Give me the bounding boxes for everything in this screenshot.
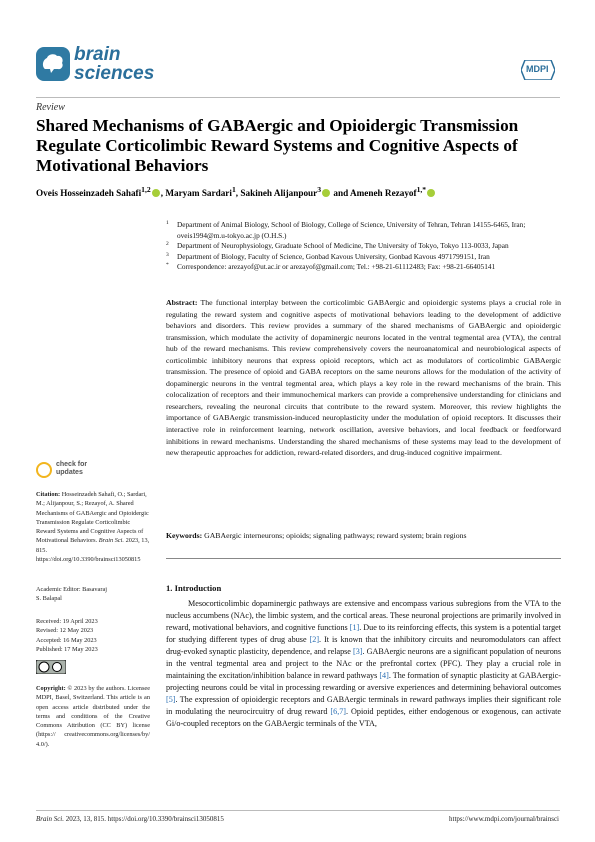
abstract xyxy=(166,297,561,459)
keywords-text: GABAergic interneurons; opioids; signaling pathways; reward system; brain regions xyxy=(204,531,467,540)
date-revised: Revised: 12 May 2023 xyxy=(36,627,94,635)
affiliation-item: 3 Department of Biology, Faculty of Science, Gonbad Kavous University, Gonbad Kavous 4971799151, Iran xyxy=(166,251,490,261)
affiliations xyxy=(166,220,561,273)
author-name[interactable]: Ameneh Rezayof xyxy=(349,188,417,199)
abstract-text: The functional interplay between the corticolimbic GABAergic and opioidergic systems plays a crucial role in regulating the reward system and cognitive aspects of motivational behaviors leading to the development of addictive behaviors and disorders. This review provides a summary of the shared mechanisms of GABAergic and opioidergic transmission, which modulate the activity of dopaminergic neurons located in the ventral tegmental area (VTA), the central hub of the reward mechanisms. This review comprehensively covers the neuroanatomical and neurobiological aspects of corticolimbic inhibitory neurons that express opioid receptors, which act as modulators of corticolimbic GABAergic transmission. The presence of opioid and GABA receptors on the same neurons allows for the modulation of the activity of dopaminergic neurons in the ventral tegmental area, which plays a key role in the reward mechanisms of the brain. This colocalization of receptors and their immunochemical markers can provide a comprehensive understanding for clinicians and researchers, revealing the neuronal circuits that contribute to the reward system. Moreover, this review highlights the importance of GABAergic transmission-induced neuroplasticity under the modulation of opioid receptors. It discusses their interactive role in reinforcement learning, network oscillation, aversive behaviors, and local feedback or feedforward inhibitions in reward mechanisms. Understanding the shared mechanisms of these systems may lead to the development of new therapeutic approaches for addiction, reward-related disorders, and drug-induced cognitive impairment. xyxy=(166,298,561,458)
citation-link[interactable]: [4] xyxy=(379,670,389,680)
brain-logo-icon xyxy=(36,47,70,81)
citation-link[interactable]: [3] xyxy=(353,646,363,656)
citation-link[interactable]: [2] xyxy=(309,634,320,644)
correspondence: * Correspondence: arezayof@ut.ac.ir or arezayof@gmail.com; Tel.: +98-21-61112483; Fax: +98-21-66405141 xyxy=(166,262,496,272)
intro-paragraph: Mesocorticolimbic dopaminergic pathways are extensive and encompass various subregions from the VTA to the nucleus accumbens (NAc), the limbic system, and the cortical areas. These neuronal projections are primarily involved in reward, motivational behaviors, and cognitive functions [1]. Due to its reinforcing effects, this system is a potential target for studying different types of drug abuse [2]. It is known that the inhibitory circuits and neuromodulators can affect drug-evoked synaptic plasticity, dependence, and relapse [3]. GABAergic neurons are a significant population of neurons in the ventral tegmental area and project to the NAc or the prefrontal cortex (PFC). They play a crucial role in maintaining the excitation/inhibition balance in reward pathways [4]. The formation of synaptic plasticity at GABAergic-projecting neurons could be vital in processing rewarding or aversive experiences and determining behavioral outcomes [5]. The expression of opioidergic receptors and GABAergic terminals in reward pathways implies their significant role in modulating the neurocircuitry of drug reward [6,7]. Opioid peptides, either endogenous or exogenous, can activate Gi/o-coupled receptors on the GABAergic terminals of the VTA, xyxy=(166,599,562,728)
publication-dates xyxy=(36,617,150,654)
date-received: Received: 19 April 2023 xyxy=(36,618,98,625)
author-name[interactable]: Oveis Hosseinzadeh Sahafi xyxy=(36,188,142,199)
citation-link[interactable]: [6,7] xyxy=(330,706,346,716)
mdpi-logo-icon xyxy=(521,60,555,80)
orcid-icon[interactable] xyxy=(427,189,435,197)
orcid-icon[interactable] xyxy=(152,189,160,197)
article-type: Review xyxy=(36,102,65,113)
affiliation-item: 2 Department of Neurophysiology, Graduate School of Medicine, The University of Tokyo, Tokyo 113-0033, Japan xyxy=(166,241,509,251)
footer-citation: Brain Sci. 2023, 13, 815. https://doi.org/10.3390/brainsci13050815 xyxy=(36,815,224,823)
section-heading: 1. Introduction xyxy=(166,583,222,593)
academic-editor: Academic Editor: Basavaraj S. Balapal xyxy=(36,586,107,603)
author-list: Oveis Hosseinzadeh Sahafi$^{1,2}$ , Maryam Sardari$^1$, Sakineh Alijanpour$^3$ and Ameneh Rezayof$^{1,*}$ xyxy=(36,185,566,198)
author-name[interactable]: Maryam Sardari xyxy=(165,188,232,199)
journal-name-line1: brain xyxy=(74,44,121,65)
citation-block: Citation: Hosseinzadeh Sahafi, O.; Sardari, M.; Alijanpour, S.; Rezayof, A. Shared Mechanisms of GABAergic and Opioidergic Transmission Regulate Corticolimbic Reward Systems and Cognitive Aspects of Motivational Behaviors. Brain Sci. 2023, 13, 815. https://doi.org/10.3390/brainsci13050815 xyxy=(36,491,150,564)
abstract-label: Abstract: xyxy=(166,298,198,307)
author-name[interactable]: Sakineh Alijanpour xyxy=(240,188,318,199)
check-for-updates-button[interactable]: check for updates xyxy=(36,462,106,484)
keywords-label: Keywords: xyxy=(166,531,203,540)
author-affil-sup: 3 xyxy=(317,185,322,194)
article-title: Shared Mechanisms of GABAergic and Opioidergic Transmission Regulate Corticolimbic Reward Systems and Cognitive Aspects of Motivational Behaviors xyxy=(36,116,519,175)
date-accepted: Accepted: 16 May 2023 xyxy=(36,636,97,644)
footer-divider xyxy=(36,810,560,811)
publisher-name: MDPI xyxy=(526,64,549,74)
journal-logo xyxy=(36,44,155,91)
section-divider xyxy=(166,558,561,559)
affiliation-item: 1 Department of Animal Biology, School of Biology, College of Science, University of Tehran, Tehran 14155-6465, Iran; oveis1994@m.u-tokyo.ac.jp (O.H.S.) xyxy=(166,220,526,240)
citation-link[interactable]: [5] xyxy=(166,694,176,704)
journal-name-line2: sciences xyxy=(74,63,155,84)
author-affil-sup: 1,2 xyxy=(141,185,151,194)
cc-by-license-icon[interactable] xyxy=(36,660,66,674)
author-affil-sup: 1,* xyxy=(416,185,427,194)
author-affil-sup: 1 xyxy=(231,185,236,194)
date-published: Published: 17 May 2023 xyxy=(36,645,98,653)
header-divider xyxy=(36,97,560,98)
check-for-updates-icon xyxy=(36,462,52,478)
copyright-block: Copyright: © 2023 by the authors. Licensee MDPI, Basel, Switzerland. This article is an open access article distributed under the terms and conditions of the Creative Commons Attribution (CC BY) license (https:// creativecommons.org/licenses/by/ 4.0/). xyxy=(36,685,150,748)
orcid-icon[interactable] xyxy=(322,189,330,197)
citation-link[interactable]: [1] xyxy=(349,622,360,632)
footer-journal-url[interactable]: https://www.mdpi.com/journal/brainsci xyxy=(449,815,559,823)
keywords xyxy=(166,530,561,541)
